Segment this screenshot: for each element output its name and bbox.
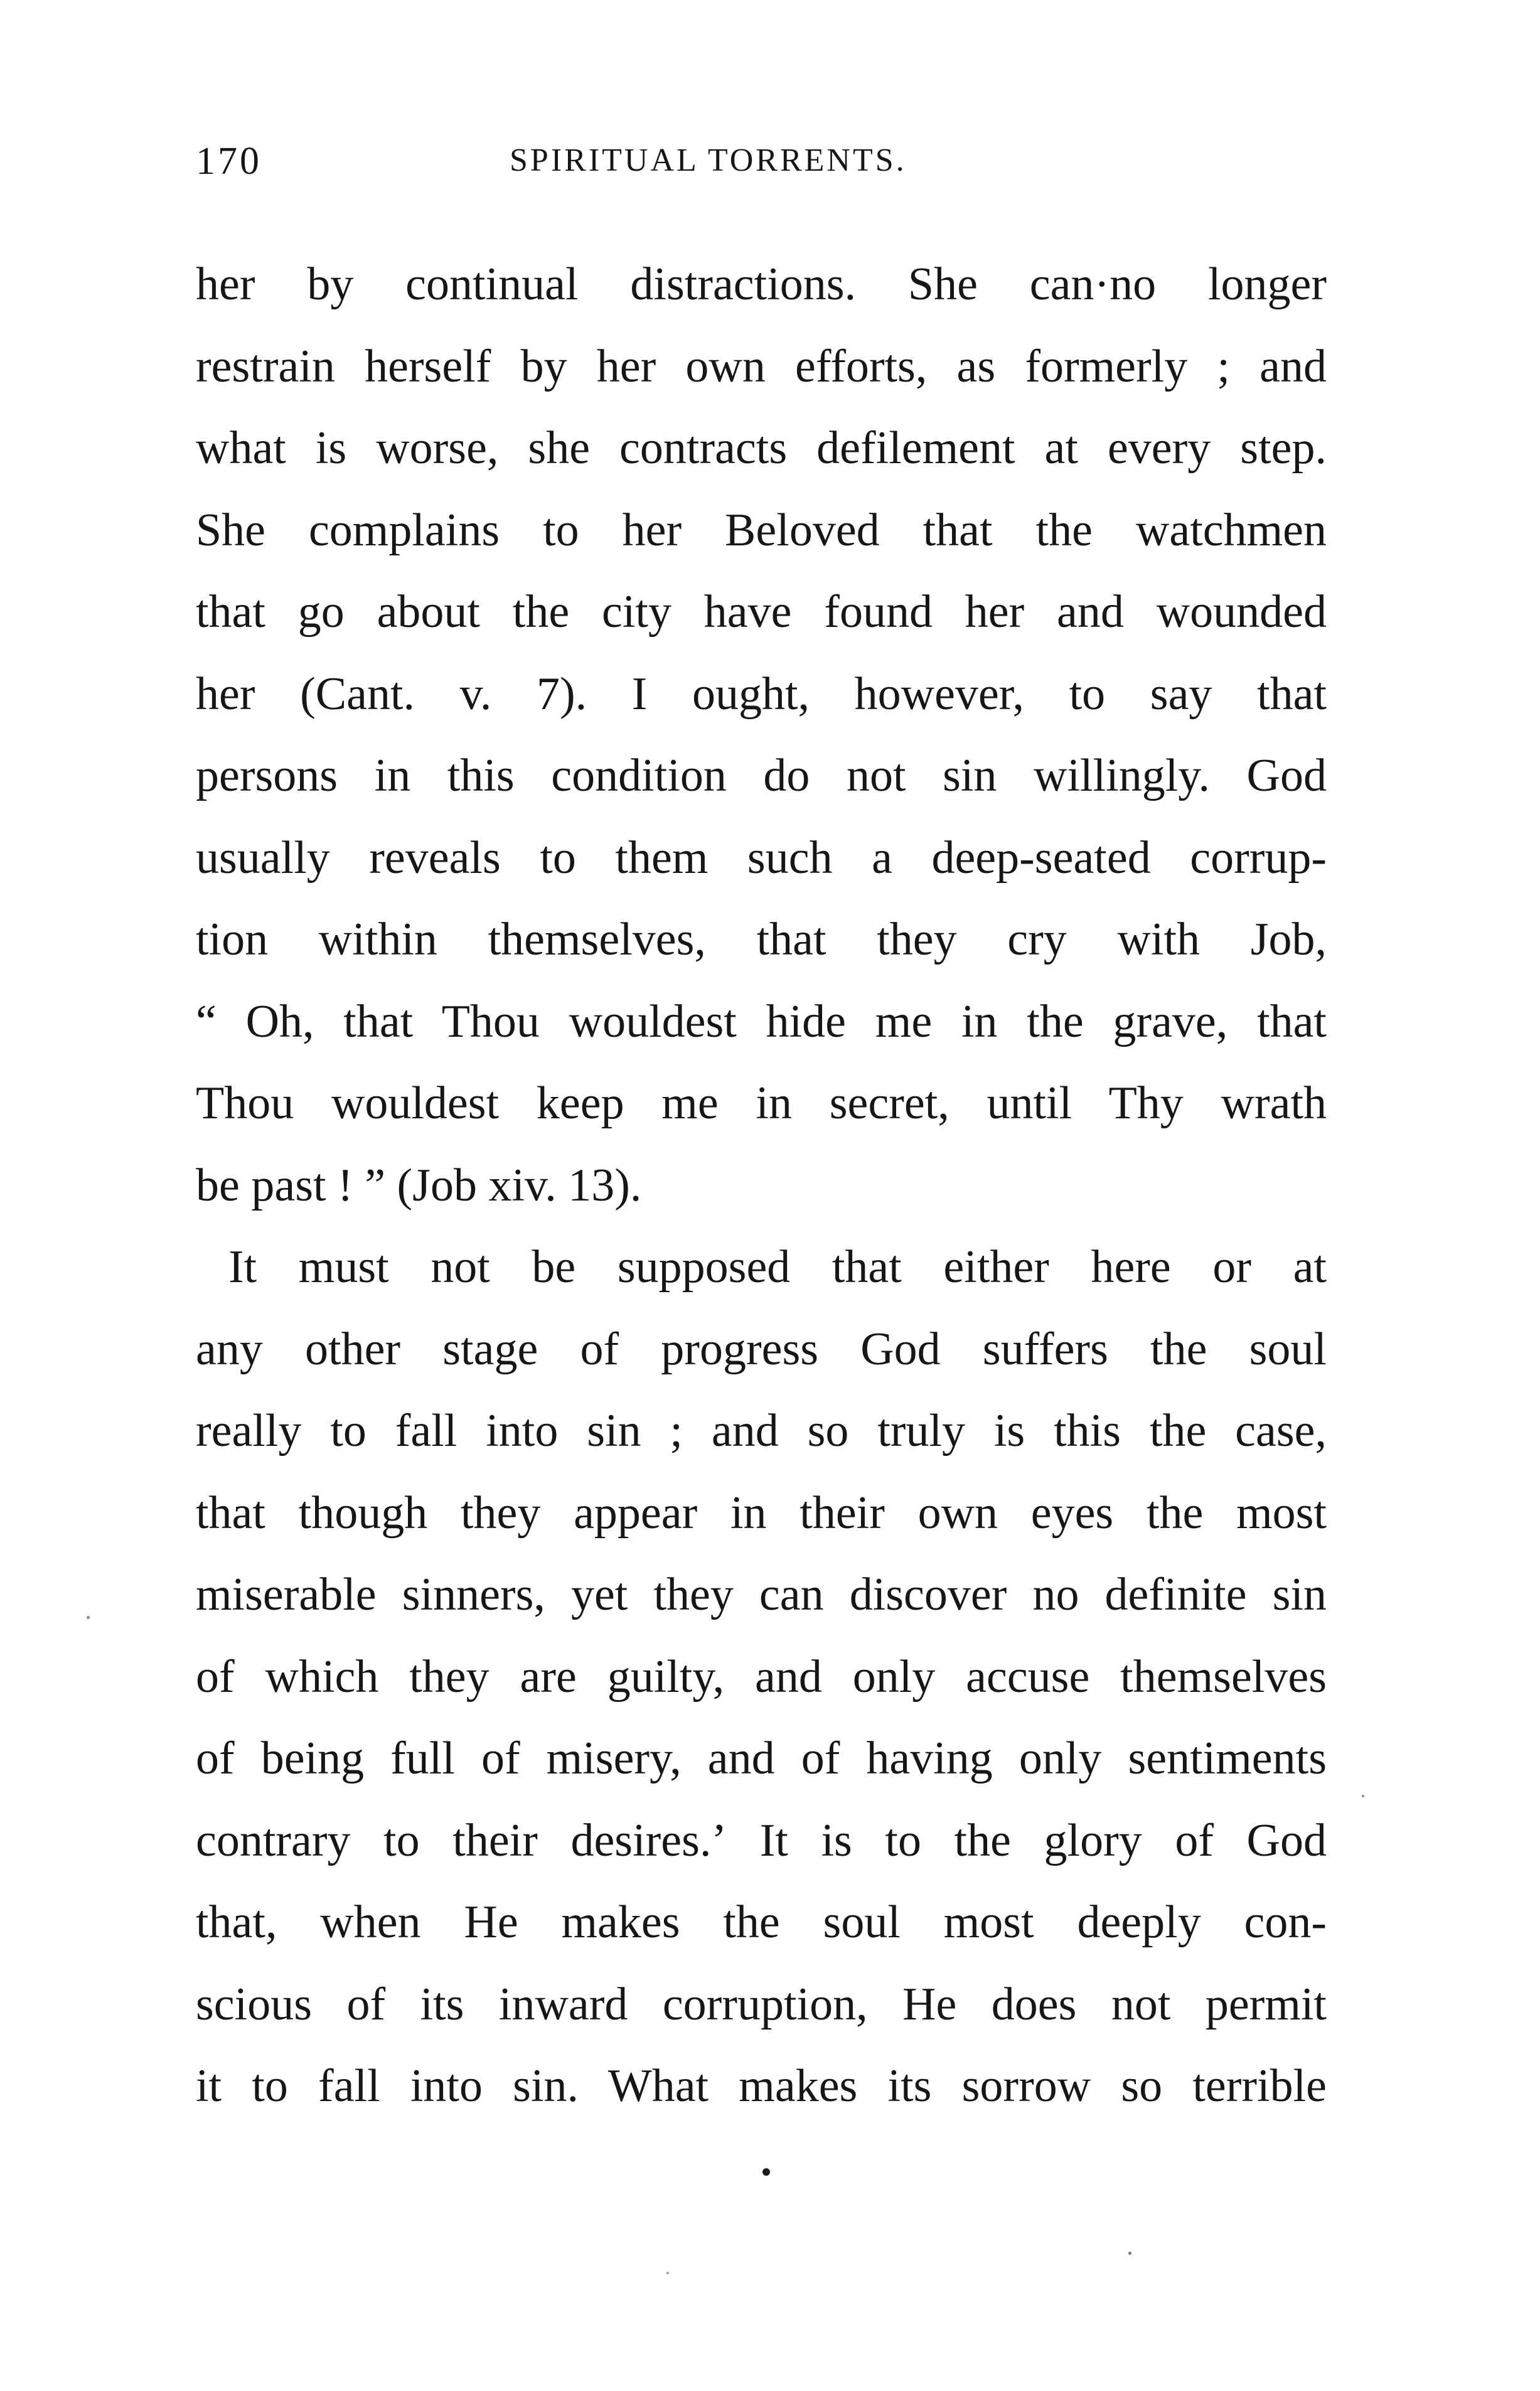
text-line: scious of its inward corruption, He does not permit <box>196 1978 1327 2030</box>
text-line: what is worse, she contracts defilement at every step. <box>196 422 1327 474</box>
text-line: miserable sinners, yet they can discover no definite sin <box>196 1569 1327 1620</box>
text-line: it to fall into sin. What makes its sorrow so terrible <box>196 2060 1327 2112</box>
ink-speck <box>1128 2252 1131 2255</box>
body-text <box>196 243 1327 2127</box>
ink-speck <box>762 2168 770 2176</box>
text-line: that, when He makes the soul most deeply con- <box>196 1896 1327 1948</box>
text-line: tion within themselves, that they cry with Job, <box>196 914 1327 965</box>
text-line: that though they appear in their own eyes the most <box>196 1487 1327 1539</box>
text-line: persons in this condition do not sin willingly. God <box>196 750 1327 801</box>
page-number: 170 <box>196 140 262 183</box>
running-head <box>196 139 1325 190</box>
text-line: really to fall into sin ; and so truly is this the case, <box>196 1405 1327 1457</box>
text-line: of which they are guilty, and only accuse themselves <box>196 1650 1327 1703</box>
ink-speck <box>666 2272 669 2274</box>
text-line: her (Cant. v. 7). I ought, however, to say that <box>196 668 1327 720</box>
text-line: her by continual distractions. She can·no longer <box>196 259 1327 310</box>
running-title: SPIRITUAL TORRENTS. <box>510 142 907 178</box>
text-line: that go about the city have found her and wounded <box>196 586 1327 638</box>
text-line: “ Oh, that Thou wouldest hide me in the grave, that <box>196 995 1327 1047</box>
ink-speck <box>1362 1795 1364 1797</box>
paragraph-start-line: It must not be supposed that either here or at <box>228 1241 1327 1293</box>
text-line: any other stage of progress God suffers the soul <box>196 1323 1327 1375</box>
text-line: of being full of misery, and of having only sentiments <box>196 1733 1327 1784</box>
text-line: usually reveals to them such a deep-seated corrup- <box>196 832 1327 884</box>
ink-speck <box>87 1616 90 1619</box>
paragraph-end-line: be past ! ” (Job xiv. 13). <box>196 1159 642 1211</box>
text-line: Thou wouldest keep me in secret, until Thy wrath <box>196 1078 1327 1129</box>
text-line: contrary to their desires.ʼ It is to the glory of God <box>196 1814 1327 1866</box>
text-line: She complains to her Beloved that the watchmen <box>196 504 1327 556</box>
text-line: restrain herself by her own efforts, as formerly ; and <box>196 340 1327 392</box>
